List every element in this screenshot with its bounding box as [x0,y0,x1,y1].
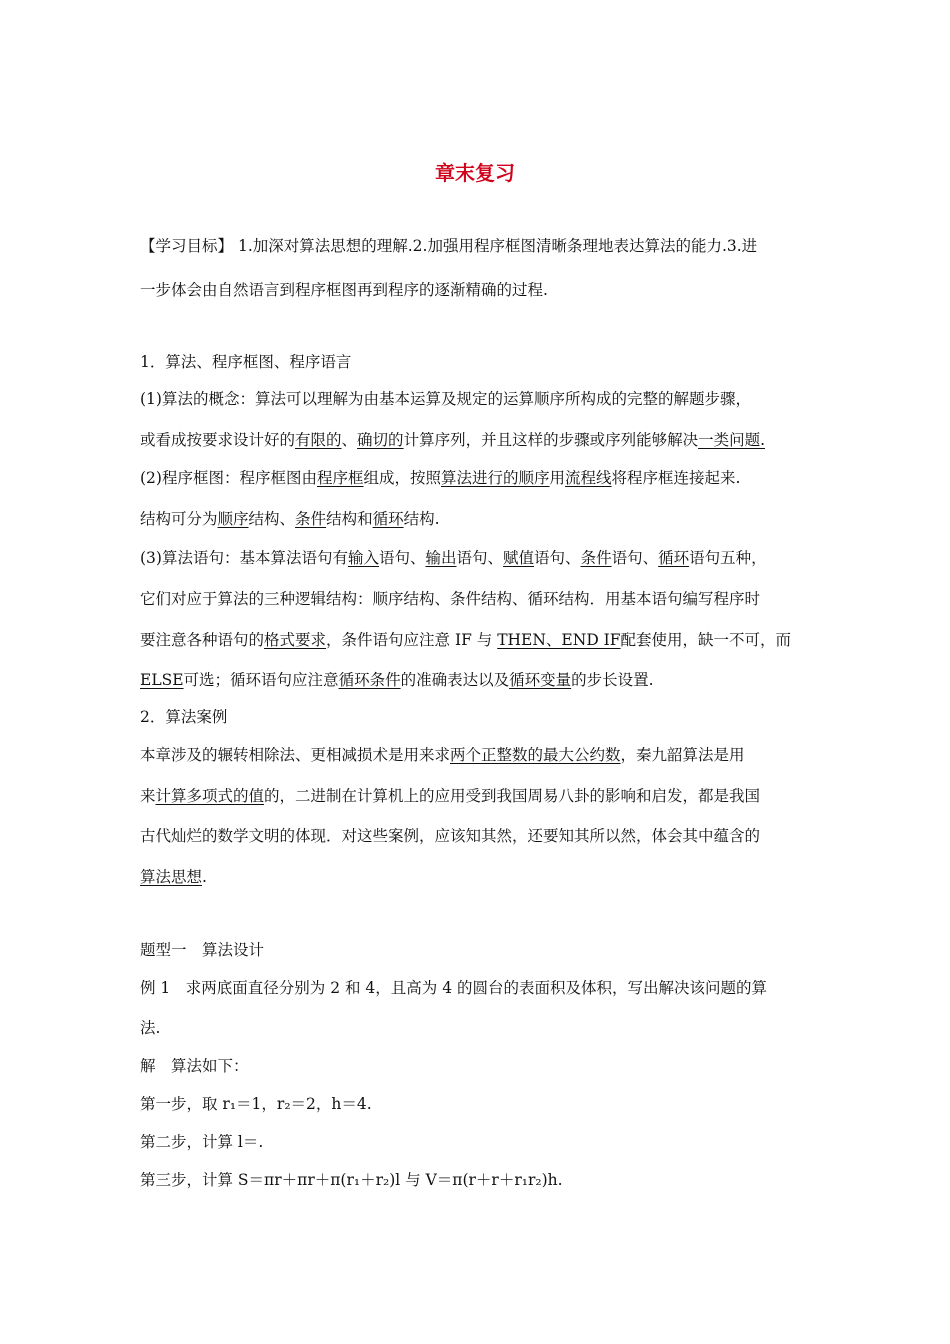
text: 配套使用，缺一不可，而 [620,631,792,649]
text: 结构. [403,510,440,528]
underlined-term: 顺序 [217,510,249,528]
statements-line-2: 它们对应于算法的三种逻辑结构：顺序结构、条件结构、循环结构．用基本语句编写程序时 [140,590,761,608]
text: 将程序框连接起来. [611,469,741,487]
statements-line-4 [140,670,654,690]
text: ，条件语句应注意 IF 与 [326,631,498,649]
underlined-term: 赋值 [503,549,535,567]
text: 可选；循环语句应注意 [183,671,339,689]
text: 计算序列，并且这样的步骤或序列能够解决 [403,431,699,449]
text: 的，二进制在计算机上的应用受到我国周易八卦的影响和启发，都是我国 [264,787,761,805]
step-1: 第一步，取 r₁＝1，r₂＝2，h＝4. [140,1095,372,1113]
step-2: 第二步，计算 l＝. [140,1133,264,1151]
underlined-term: THEN、END IF [497,631,621,649]
text: 或看成按要求设计好的 [140,431,296,449]
underlined-term: 输入 [347,549,379,567]
text: 语句、 [378,549,426,567]
statements-line-1 [140,548,767,568]
underlined-term: 输出 [425,549,457,567]
text: 语句、 [456,549,504,567]
underlined-term: 条件 [295,510,327,528]
step-3: 第三步，计算 S＝πr＋πr＋π(r₁＋r₂)l 与 V＝π(r＋r＋r₁r₂)h. [140,1171,563,1189]
underlined-term: 流程线 [565,469,612,487]
underlined-term: 算法进行的顺序 [441,469,550,487]
underlined-term: 确切的 [357,431,404,449]
example-line-1: 例 1 求两底面直径分别为 2 和 4，且高为 4 的圆台的表面积及体积，写出解决该问题的算 [140,979,768,997]
concept-line-1: (1)算法的概念：算法可以理解为由基本运算及规定的运算顺序所构成的完整的解题步骤， [140,390,751,408]
underlined-term: ELSE [140,671,184,689]
text: (2)程序框图：程序框图由 [140,469,317,487]
text: . [202,868,207,886]
concept-line-2 [140,430,765,450]
solution-label: 解 算法如下： [140,1057,249,1075]
text: ，秦九韶算法是用 [620,746,745,764]
text: 要注意各种语句的 [140,631,265,649]
underlined-term: 有限的 [295,431,342,449]
cases-line-2 [140,786,760,806]
underlined-term: 循环 [658,549,690,567]
objectives-text-1: 1.加深对算法思想的理解.2.加强用程序框图清晰条理地表达算法的能力.3.进 [237,237,758,255]
section1-heading: 1．算法、程序框图、程序语言 [140,353,352,371]
text: 组成，按照 [363,469,441,487]
text: 结构可分为 [140,510,218,528]
flowchart-line-1 [140,468,740,488]
underlined-term: 计算多项式的值 [155,787,265,805]
statements-line-3 [140,630,791,650]
example-line-2: 法. [140,1019,161,1037]
underlined-term: 程序框 [316,469,364,487]
cases-line-1 [140,745,745,765]
underlined-term: 算法思想 [140,868,203,886]
cases-line-3: 古代灿烂的数学文明的体现．对这些案例，应该知其然，还要知其所以然，体会其中蕴含的 [140,827,761,845]
underlined-term: 循环条件 [338,671,401,689]
section2-heading: 2．算法案例 [140,708,228,726]
underlined-term: 两个正整数的最大公约数 [450,746,621,764]
objectives-line-2: 一步体会由自然语言到程序框图再到程序的逐渐精确的过程. [140,281,548,299]
cases-line-4 [140,867,207,887]
text: 语句、 [611,549,659,567]
underlined-term: 循环 [372,510,404,528]
underlined-term: 条件 [580,549,612,567]
page-title: 章末复习 [435,161,515,185]
text: (3)算法语句：基本算法语句有 [140,549,348,567]
text: 结构、 [248,510,296,528]
problem-type-heading: 题型一 算法设计 [140,941,265,959]
text: 用 [549,469,566,487]
text: 语句、 [534,549,581,567]
underlined-term: 循环变量 [509,671,572,689]
objectives-line-1 [140,236,757,256]
underlined-term: 一类问题. [698,431,766,449]
text: 的步长设置. [571,671,654,689]
text: 来 [140,787,156,805]
flowchart-line-2 [140,509,440,529]
objectives-label: 【学习目标】 [140,237,234,255]
text: 本章涉及的辗转相除法、更相减损术是用来求 [140,746,451,764]
underlined-term: 格式要求 [264,631,327,649]
text: 的准确表达以及 [400,671,510,689]
text: 结构和 [326,510,373,528]
text: 语句五种， [689,549,767,567]
text: 、 [341,431,358,449]
